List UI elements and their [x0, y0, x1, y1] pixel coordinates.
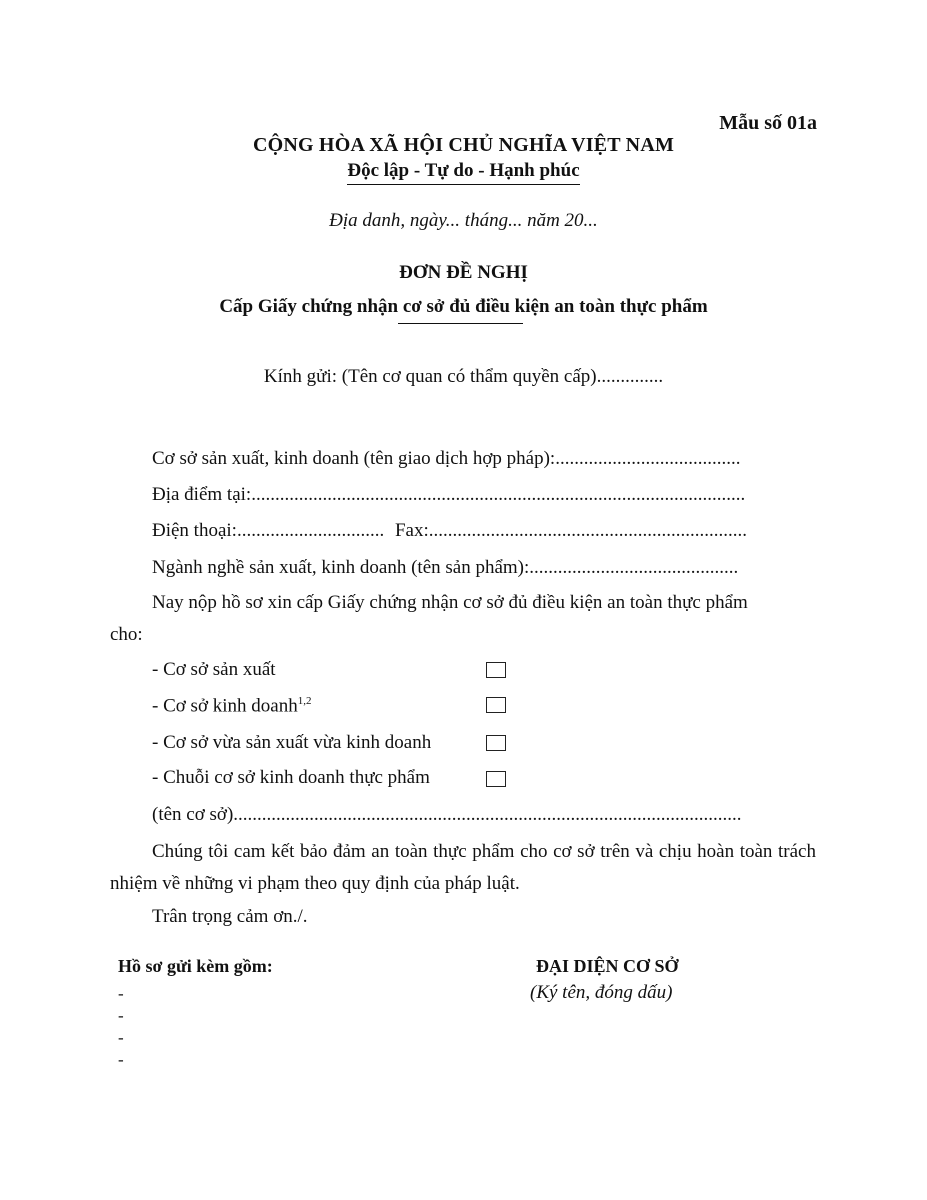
recipient-line: Kính gửi: (Tên cơ quan có thẩm quyền cấp).............. [263, 366, 664, 387]
motto-container [0, 160, 927, 185]
attachment-item: - [118, 1006, 124, 1025]
facility-name-line[interactable]: (tên cơ sở)........................................................................................................... [152, 804, 742, 825]
option-business-footnote: 1,2 [297, 695, 312, 707]
phone-fax-row [152, 520, 816, 542]
option-chain-checkbox[interactable] [486, 771, 506, 787]
document-subtitle: Cấp Giấy chứng nhận cơ sở đủ điều kiện an toàn thực phẩm [219, 296, 708, 317]
thanks-line: Trân trọng cảm ơn./. [152, 906, 308, 927]
form-number: Mẫu số 01a [719, 112, 817, 134]
request-line: Nay nộp hồ sơ xin cấp Giấy chứng nhận cơ sở đủ điều kiện an toàn thực phẩm [152, 592, 748, 613]
facility-name-field[interactable]: Cơ sở sản xuất, kinh doanh (tên giao dịch hợp pháp):....................................... [152, 448, 741, 469]
option-production-business-checkbox[interactable] [486, 735, 506, 751]
option-business-label: - Cơ sở kinh doanh$^{1,2}$ [152, 695, 312, 717]
attachment-item: - [118, 1050, 124, 1069]
phone-field[interactable]: Điện thoại:............................... [152, 520, 385, 541]
attachment-item: - [118, 984, 124, 1003]
place-date: Địa danh, ngày... tháng... năm 20... [329, 210, 598, 231]
option-business-checkbox[interactable] [486, 697, 506, 713]
option-production-business-label: - Cơ sở vừa sản xuất vừa kinh doanh [152, 732, 432, 753]
option-chain-label: - Chuỗi cơ sở kinh doanh thực phẩm [152, 767, 430, 788]
request-continuation: cho: [110, 624, 143, 645]
subtitle-underline [398, 323, 523, 324]
attachments-title: Hồ sơ gửi kèm gồm: [118, 956, 273, 976]
industry-field[interactable]: Ngành nghề sản xuất, kinh doanh (tên sản phẩm):............................................ [152, 557, 739, 578]
commitment-paragraph: Chúng tôi cam kết bảo đảm an toàn thực phẩm cho cơ sở trên và chịu hoàn toàn trách nhiệm về những vi phạm theo quy định của pháp luật. [110, 841, 816, 894]
option-production-label: - Cơ sở sản xuất [152, 659, 276, 680]
document-title: ĐƠN ĐỀ NGHỊ [399, 262, 528, 283]
fax-field[interactable]: Fax:................................................................... [394, 520, 747, 541]
location-field[interactable]: Địa điểm tại:........................................................................................................ [152, 484, 746, 505]
signature-note: (Ký tên, đóng dấu) [530, 982, 673, 1003]
option-production-checkbox[interactable] [486, 662, 506, 678]
national-motto: Độc lập - Tự do - Hạnh phúc [347, 160, 579, 185]
attachment-item: - [118, 1028, 124, 1047]
national-title: CỘNG HÒA XÃ HỘI CHỦ NGHĨA VIỆT NAM [252, 134, 675, 156]
representative-title: ĐẠI DIỆN CƠ SỞ [536, 956, 679, 976]
